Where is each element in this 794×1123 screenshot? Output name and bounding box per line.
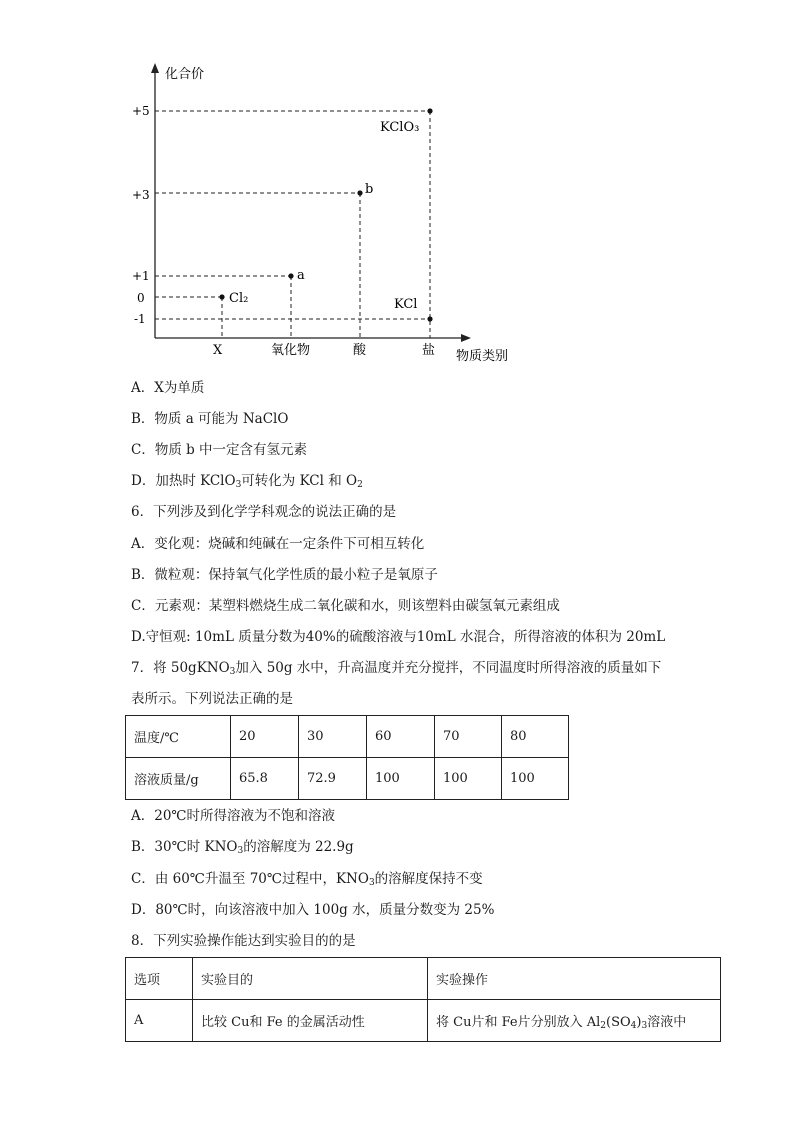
q7-table xyxy=(125,715,569,800)
table-cell: 100 xyxy=(367,758,435,800)
q7-stem-line2: 表所示。下列说法正确的是 xyxy=(131,691,293,707)
table-cell: 100 xyxy=(435,758,502,800)
data-point-a xyxy=(288,273,293,278)
table-cell: 选项 xyxy=(126,958,193,1000)
q7-option-a: A．20℃时所得溶液为不饱和溶液 xyxy=(131,808,336,824)
q5-option-a: A．X为单质 xyxy=(131,380,205,396)
table-cell: 30 xyxy=(299,716,367,758)
table-cell: 20 xyxy=(231,716,299,758)
table-cell: 70 xyxy=(435,716,502,758)
q6-option-a: A．变化观：烧碱和纯碱在一定条件下可相互转化 xyxy=(131,536,425,552)
text: ) xyxy=(636,1015,642,1030)
q6-option-d: D.守恒观: 10mL 质量分数为40%的硫酸溶液与10mL 水混合，所得溶液的体积为 20mL xyxy=(131,629,666,645)
subscript: 3 xyxy=(237,846,244,856)
text: 7．将 50gKNO xyxy=(131,660,230,676)
table-row xyxy=(126,716,569,758)
subscript: 3 xyxy=(641,1021,648,1031)
point-label: Cl₂ xyxy=(229,291,249,306)
q5-option-d xyxy=(131,472,363,490)
x-category-label: 盐 xyxy=(422,343,436,358)
table-cell: 实验目的 xyxy=(193,958,428,1000)
q7-option-d: D．80℃时，向该溶液中加入 100g 水，质量分数变为 25% xyxy=(131,902,495,918)
y-tick-label: 0 xyxy=(137,291,145,305)
q7-option-b xyxy=(131,838,354,856)
x-category-label: 酸 xyxy=(353,343,367,358)
table-row xyxy=(126,1000,721,1042)
table-row xyxy=(126,758,569,800)
text: 加入 50g 水中，升高温度并充分搅拌，不同温度时所得溶液的质量如下 xyxy=(235,660,662,676)
table-cell: 温度/℃ xyxy=(126,716,231,758)
x-axis-arrow xyxy=(461,334,471,342)
data-point-cl2 xyxy=(219,294,224,299)
q8-table xyxy=(125,957,721,1042)
y-tick-label: +5 xyxy=(132,104,150,118)
y-tick-label: -1 xyxy=(134,312,146,326)
x-axis-title: 物质类别 xyxy=(456,349,509,364)
q6-stem: 6．下列涉及到化学学科观念的说法正确的是 xyxy=(131,504,397,520)
y-axis-arrow xyxy=(151,63,159,73)
table-row xyxy=(126,958,721,1000)
valence-category-chart xyxy=(0,0,794,375)
table-cell: 比较 Cu和 Fe 的金属活动性 xyxy=(193,1000,428,1042)
text: 可转化为 KCl 和 O xyxy=(241,473,358,489)
table-cell: 100 xyxy=(502,758,569,800)
point-label: b xyxy=(365,182,374,197)
data-point-kclo3 xyxy=(427,108,432,113)
q6-option-b: B．微粒观：保持氧气化学性质的最小粒子是氧原子 xyxy=(131,567,438,583)
q5-option-b: B．物质 a 可能为 NaClO xyxy=(131,411,289,427)
q7-stem-line1 xyxy=(131,659,661,677)
text: C．由 60℃升温至 70℃过程中，KNO xyxy=(131,871,369,887)
subscript: 2 xyxy=(600,1021,606,1031)
text: 的溶解度保持不变 xyxy=(374,871,483,887)
text: 将 Cu片和 Fe片分别放入 Al xyxy=(436,1015,601,1030)
subscript: 2 xyxy=(357,480,363,490)
data-point-kcl xyxy=(427,316,432,321)
table-cell: 60 xyxy=(367,716,435,758)
table-cell: 实验操作 xyxy=(428,958,721,1000)
data-point-b xyxy=(357,190,362,195)
subscript: 3 xyxy=(235,480,242,490)
subscript: 3 xyxy=(229,667,236,677)
text: 的溶解度为 22.9g xyxy=(243,839,354,855)
y-tick-label: +3 xyxy=(132,188,150,202)
point-label: KCl xyxy=(394,297,418,312)
table-cell: 80 xyxy=(502,716,569,758)
point-label: KClO₃ xyxy=(380,120,420,135)
table-cell: 72.9 xyxy=(299,758,367,800)
q6-option-c: C．元素观：某塑料燃烧生成二氧化碳和水，则该塑料由碳氢氧元素组成 xyxy=(131,598,560,614)
table-cell: A xyxy=(126,1000,193,1042)
text: (SO xyxy=(606,1015,631,1030)
table-cell: 溶液质量/g xyxy=(126,758,231,800)
text: B．30℃时 KNO xyxy=(131,839,238,855)
text: 溶液中 xyxy=(647,1015,687,1030)
table-cell xyxy=(428,1000,721,1042)
y-axis-title: 化合价 xyxy=(165,67,205,82)
table-cell: 65.8 xyxy=(231,758,299,800)
x-category-label: X xyxy=(213,343,223,358)
subscript: 3 xyxy=(368,878,375,888)
subscript: 4 xyxy=(630,1021,637,1031)
q7-option-c xyxy=(131,870,483,888)
x-category-label: 氧化物 xyxy=(271,343,311,358)
point-label: a xyxy=(297,268,305,283)
text: D．加热时 KClO xyxy=(131,473,236,489)
y-tick-label: +1 xyxy=(132,269,150,283)
q8-stem: 8．下列实验操作能达到实验目的的是 xyxy=(131,933,356,949)
q5-option-c: C．物质 b 中一定含有氢元素 xyxy=(131,442,308,458)
